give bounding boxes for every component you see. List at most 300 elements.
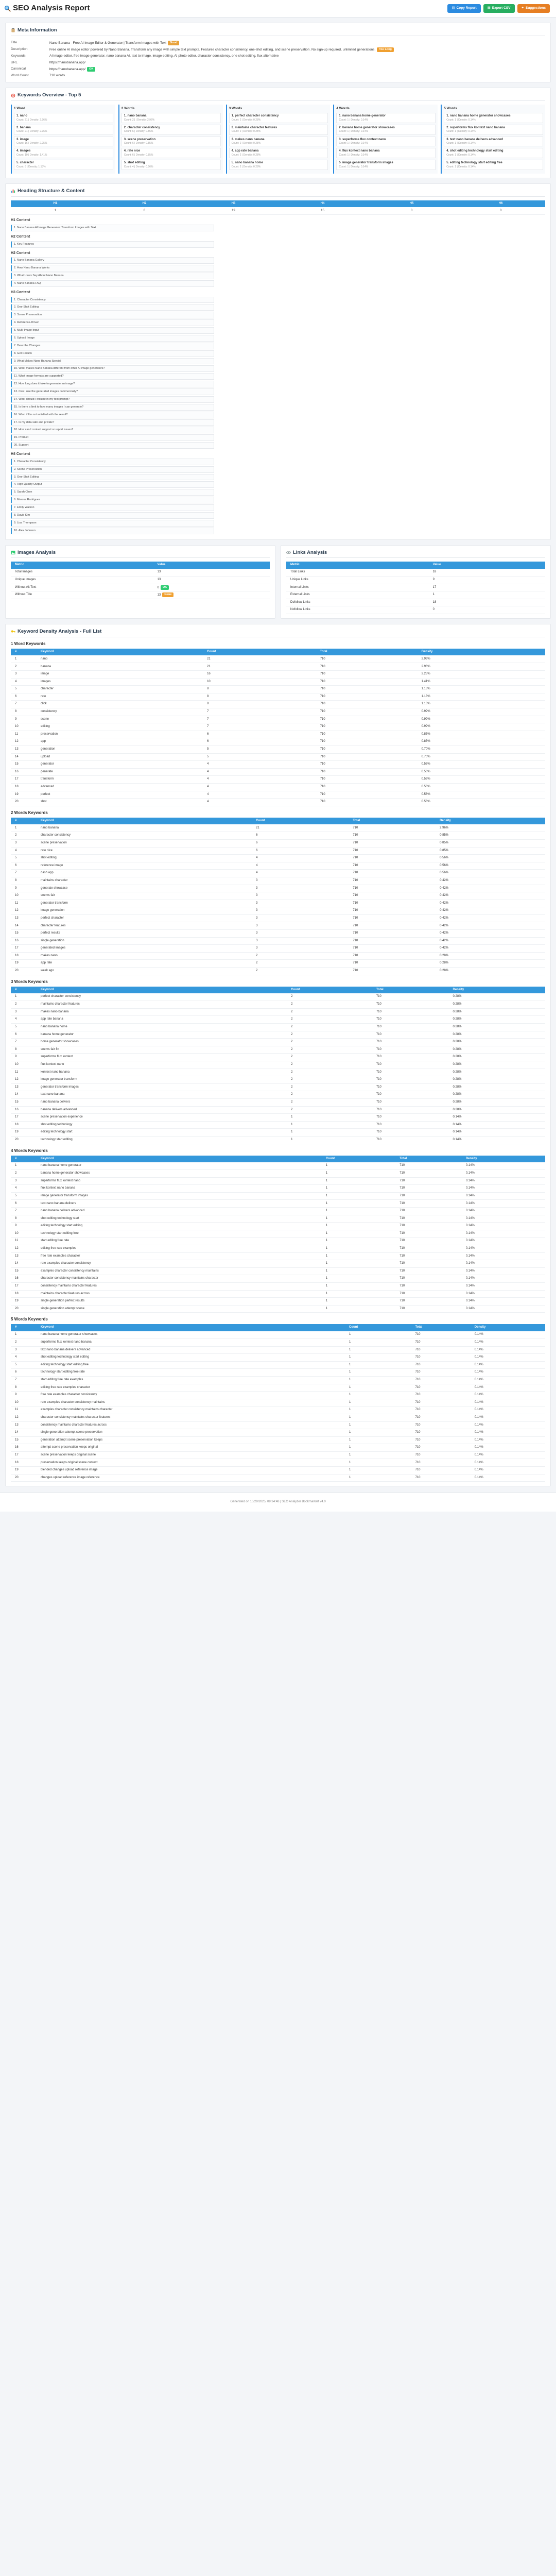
density-cell: 2 — [287, 1083, 372, 1091]
density-cell: 710 — [349, 945, 436, 953]
density-cell: single generation — [37, 937, 252, 945]
value-text: 13 — [157, 578, 161, 582]
density-cell: editing technology start — [37, 1129, 287, 1137]
density-column-header: Count — [287, 987, 372, 994]
density-cell: 0.14% — [471, 1429, 545, 1437]
heading-item: 4. High-Quality Output — [11, 481, 214, 488]
density-cell: 710 — [316, 761, 418, 769]
density-cell: dash app — [37, 870, 252, 877]
density-cell: 6 — [11, 1031, 37, 1039]
density-cell: makes nano banana — [37, 1008, 287, 1016]
density-column-header: Total — [316, 649, 418, 656]
meta-value-text: Nano Banana - Free AI Image Editor & Generator | Transform Images with Text — [49, 41, 167, 45]
keyword-card-stats: Count: 4 | Density: 0.56% — [124, 165, 153, 168]
density-cell: 0.28% — [449, 1076, 546, 1084]
density-column-header: Count — [252, 818, 349, 825]
density-cell: 1 — [345, 1436, 411, 1444]
table-row — [11, 1031, 545, 1039]
density-cell: 710 — [349, 839, 436, 847]
heading-level-header: H6 — [456, 200, 545, 208]
image-icon — [11, 550, 15, 555]
density-cell: superforms flux kontext — [37, 1054, 287, 1061]
clipboard-icon: ▤ — [451, 6, 455, 10]
density-cell: 5 — [11, 1361, 37, 1369]
suggestions-button[interactable] — [517, 4, 550, 12]
density-cell: 0.85% — [436, 839, 545, 847]
density-cell: 15 — [11, 930, 37, 938]
density-column-header: Keyword — [37, 818, 252, 825]
keyword-card-title: 2. character consistency — [124, 126, 160, 129]
density-cell: 15 — [11, 1098, 37, 1106]
links-metric-header: Metric — [286, 562, 429, 569]
density-cell: editing technology start editing free — [37, 1361, 345, 1369]
table-row — [11, 1185, 545, 1193]
density-cell: 20 — [11, 1474, 37, 1482]
density-column-header: Density — [449, 987, 546, 994]
density-cell: 0.14% — [462, 1283, 545, 1291]
value-text: 18 — [432, 570, 437, 574]
density-cell: 19 — [11, 791, 37, 799]
keyword-card-title: 3. image — [16, 138, 29, 141]
density-cell: banana delivers advanced — [37, 1106, 287, 1114]
density-cell: 1 — [322, 1252, 395, 1260]
density-cell: 710 — [349, 914, 436, 922]
heading-level-header: H2 — [100, 200, 189, 208]
images-heading — [11, 550, 270, 558]
brand — [4, 4, 90, 13]
density-cell: 10 — [203, 678, 316, 686]
density-heading — [11, 629, 545, 637]
density-cell: 710 — [411, 1436, 471, 1444]
density-cell: 710 — [316, 723, 418, 731]
density-cell: 0.14% — [471, 1331, 545, 1339]
metric-cell: Dofollow Links — [286, 599, 429, 606]
density-cell: 710 — [411, 1467, 471, 1475]
density-cell: 710 — [316, 708, 418, 716]
table-row — [11, 768, 545, 776]
links-heading — [286, 550, 545, 558]
density-cell: 710 — [411, 1376, 471, 1384]
density-cell: 0.14% — [462, 1162, 545, 1170]
density-cell: 0.85% — [436, 832, 545, 840]
density-cell: 710 — [395, 1267, 462, 1275]
keyword-card-stats: Count: 2 | Density: 0.28% — [231, 130, 261, 133]
density-cell: 1 — [322, 1192, 395, 1200]
table-row — [11, 1376, 545, 1384]
density-cell: 12 — [11, 1245, 37, 1253]
density-cell: perfect character consistency — [37, 993, 287, 1001]
meta-value — [49, 67, 545, 72]
density-cell: 6 — [11, 693, 37, 701]
density-cell: 710 — [372, 1076, 449, 1084]
density-cell: 4 — [252, 862, 349, 870]
density-cell: 0.14% — [462, 1170, 545, 1178]
table-row — [11, 870, 545, 877]
metric-cell: Total Links — [286, 569, 429, 577]
density-cell: 7 — [203, 708, 316, 716]
heading-item: 19. Product — [11, 434, 214, 441]
density-cell: single generation perfect results — [37, 1298, 322, 1306]
density-cell: 710 — [411, 1421, 471, 1429]
density-cell: 5 — [11, 1192, 37, 1200]
density-cell: 5 — [203, 746, 316, 754]
density-cell: 1.41% — [418, 678, 545, 686]
density-cell: 0.56% — [418, 776, 545, 784]
table-row — [11, 1024, 545, 1031]
density-cell: 6 — [252, 847, 349, 855]
bar-chart-icon — [11, 189, 15, 193]
density-cell: nano — [37, 655, 203, 663]
density-cell: banana — [37, 663, 203, 671]
table-row — [11, 847, 545, 855]
images-table — [11, 562, 270, 599]
density-cell: text nano banana delivers advanced — [37, 1346, 345, 1354]
table-row — [11, 1451, 545, 1459]
meta-row — [11, 60, 545, 66]
density-cell: 0.14% — [471, 1384, 545, 1392]
table-row — [11, 1298, 545, 1306]
export-csv-button[interactable] — [483, 4, 515, 12]
keyword-card-title: 3. superforms flux context nano — [339, 138, 386, 141]
density-cell: 710 — [316, 731, 418, 738]
density-cell: 4 — [203, 768, 316, 776]
density-cell: 710 — [395, 1192, 462, 1200]
keyword-card-stats: Count: 21 | Density: 2.96% — [124, 118, 155, 122]
keyword-card-title: 5. nano banana home — [231, 161, 263, 165]
density-cell: 1 — [322, 1238, 395, 1245]
density-cell: 1 — [322, 1230, 395, 1238]
heading-item: 5. Multi-Image Input — [11, 327, 214, 334]
density-cell: 9 — [11, 1392, 37, 1399]
density-cell: 0.99% — [418, 723, 545, 731]
meta-row — [11, 40, 545, 46]
density-column-header: Density — [471, 1324, 545, 1331]
density-cell: consistency — [37, 708, 203, 716]
links-heading-text: Links Analysis — [293, 549, 327, 555]
density-table — [11, 1324, 545, 1482]
heading-item: 7. Emily Watson — [11, 504, 214, 511]
density-cell: 0.14% — [471, 1406, 545, 1414]
density-cell: 0.14% — [462, 1185, 545, 1193]
meta-label: Description — [11, 47, 28, 52]
keyword-column — [226, 105, 331, 174]
density-cell: 21 — [252, 824, 349, 832]
density-cell: 710 — [395, 1275, 462, 1283]
density-cell: 710 — [372, 1098, 449, 1106]
density-column-header: Count — [345, 1324, 411, 1331]
table-row — [286, 577, 545, 584]
density-cell: 5 — [11, 855, 37, 862]
metric-cell: Without Title — [11, 591, 153, 599]
density-cell: rate examples character consistency — [37, 1260, 322, 1268]
keyword-card-title: 1. nano banana home generator — [339, 114, 386, 118]
density-cell: text nano banana — [37, 1091, 287, 1099]
density-cell: 2 — [287, 1039, 372, 1046]
density-cell: character consistency — [37, 832, 252, 840]
density-cell: 8 — [203, 701, 316, 708]
density-column-header: Keyword — [37, 1156, 322, 1163]
keyword-card-title: 3. text nano banana delivers advanced — [446, 138, 503, 141]
density-cell: scene — [37, 716, 203, 723]
keyword-card — [14, 148, 113, 158]
meta-value-text: Free online AI image editor powered by Nano Banana. Transform any image with simple text prompts. Features character consistency, one-shot editing, and scene preservation. No sign-up required, unlimited generations. — [49, 48, 376, 52]
density-cell: reference image — [37, 862, 252, 870]
heading-group-title: H2 Content — [11, 234, 30, 239]
density-cell: 1 — [322, 1200, 395, 1208]
links-section — [281, 545, 551, 619]
density-cell: images — [37, 678, 203, 686]
density-cell: 710 — [372, 1016, 449, 1024]
density-cell: 710 — [316, 686, 418, 693]
bulb-icon: ✦ — [521, 6, 524, 10]
density-cell: 710 — [395, 1238, 462, 1245]
table-row — [11, 914, 545, 922]
density-cell: 2 — [287, 993, 372, 1001]
table-row — [11, 738, 545, 746]
table-row — [11, 960, 545, 968]
density-cell: 710 — [372, 1061, 449, 1069]
table-row — [11, 761, 545, 769]
density-cell: 18 — [11, 952, 37, 960]
density-column-header: Count — [203, 649, 316, 656]
density-cell: 710 — [316, 783, 418, 791]
heading-item: 1. Nano Banana Gallery — [11, 257, 214, 264]
density-cell: 19 — [11, 1129, 37, 1137]
density-cell: 18 — [11, 1290, 37, 1298]
density-cell: examples character consistency maintains — [37, 1267, 322, 1275]
heading-item: 8. David Kim — [11, 512, 214, 519]
value-cell — [429, 577, 545, 584]
density-column-header: Count — [322, 1156, 395, 1163]
density-cell: technology start editing — [37, 1136, 287, 1144]
density-cell: 2 — [287, 1031, 372, 1039]
density-cell: 20 — [11, 968, 37, 975]
keyword-card-title: 1. nano banana — [124, 114, 147, 118]
density-column-header: Total — [411, 1324, 471, 1331]
density-cell: 3 — [252, 892, 349, 900]
images-metric-header: Metric — [11, 562, 153, 569]
density-cell: 16 — [11, 1106, 37, 1114]
density-cell: 3 — [252, 930, 349, 938]
keyword-card-stats: Count: 2 | Density: 0.28% — [231, 118, 261, 122]
table-row — [11, 1245, 545, 1253]
keyword-card — [121, 160, 221, 170]
table-row — [11, 907, 545, 915]
table-row — [11, 655, 545, 663]
table-row — [11, 1162, 545, 1170]
heading-item: 4. Nano Banana FAQ — [11, 280, 214, 287]
density-cell: 710 — [372, 1054, 449, 1061]
density-cell: 6 — [11, 862, 37, 870]
table-row — [11, 708, 545, 716]
density-cell: 710 — [349, 824, 436, 832]
density-cell: 6 — [252, 839, 349, 847]
density-cell: 1 — [322, 1283, 395, 1291]
keyword-card-stats: Count: 10 | Density: 1.41% — [16, 153, 47, 157]
heading-item: 9. Lisa Thompson — [11, 520, 214, 527]
density-cell: nano banana home generator — [37, 1162, 322, 1170]
density-column-header: Total — [395, 1156, 462, 1163]
density-cell: maintains character — [37, 877, 252, 885]
density-cell: 0.14% — [462, 1215, 545, 1223]
keyword-card-title: 4. images — [16, 149, 31, 153]
density-cell: perfect — [37, 791, 203, 799]
keyword-card — [121, 125, 221, 135]
table-row — [11, 1177, 545, 1185]
density-cell: 1 — [345, 1467, 411, 1475]
heading-item: 8. Get Results — [11, 350, 214, 357]
density-cell: 2 — [287, 1076, 372, 1084]
density-cell: 1 — [322, 1223, 395, 1230]
meta-value-text: 710 words — [49, 73, 65, 77]
keyword-card — [14, 137, 113, 147]
table-row — [11, 1230, 545, 1238]
density-cell: rate — [37, 693, 203, 701]
table-row — [11, 671, 545, 679]
keyword-card-stats: Count: 1 | Density: 0.14% — [339, 142, 368, 145]
export-csv-label: Export CSV — [492, 6, 511, 10]
density-cell: 1 — [11, 655, 37, 663]
density-cell: 1 — [345, 1376, 411, 1384]
density-cell: 10 — [11, 1061, 37, 1069]
density-cell: 0.28% — [449, 1008, 546, 1016]
density-cell: generator transform — [37, 900, 252, 907]
keyword-card-title: 4. rate nice — [124, 149, 141, 153]
density-cell: 0.28% — [436, 960, 545, 968]
density-cell: 13 — [11, 746, 37, 754]
keyword-card-stats: Count: 21 | Density: 2.96% — [16, 118, 47, 122]
copy-report-button[interactable] — [447, 4, 480, 12]
density-cell: 710 — [411, 1444, 471, 1452]
density-cell: attempt scene preservation keeps original — [37, 1444, 345, 1452]
density-cell: generate — [37, 768, 203, 776]
density-cell: 1 — [11, 824, 37, 832]
density-cell: 12 — [11, 907, 37, 915]
keyword-card — [121, 113, 221, 123]
density-cell: 0.28% — [449, 993, 546, 1001]
density-cell: 710 — [349, 937, 436, 945]
density-cell: 2 — [287, 1046, 372, 1054]
table-row — [11, 855, 545, 862]
density-cell: 18 — [11, 1121, 37, 1129]
density-cell: 710 — [411, 1474, 471, 1482]
keyword-card-stats: Count: 1 | Density: 0.14% — [446, 118, 476, 122]
density-cell: 7 — [11, 1376, 37, 1384]
table-row — [11, 1338, 545, 1346]
heading-item: 11. What image formats are supported? — [11, 373, 214, 380]
density-column-header: Keyword — [37, 649, 203, 656]
keyword-card — [14, 125, 113, 135]
density-cell: 0.14% — [462, 1230, 545, 1238]
density-cell: 0.14% — [471, 1474, 545, 1482]
magnifier-icon — [4, 5, 11, 12]
density-cell: 710 — [316, 791, 418, 799]
value-cell — [429, 584, 545, 591]
table-row — [11, 1136, 545, 1144]
keyword-card — [229, 137, 328, 147]
heading-structure-section — [5, 183, 551, 540]
status-badge: Good — [168, 41, 179, 45]
table-row — [11, 1223, 545, 1230]
density-cell: 710 — [349, 832, 436, 840]
density-cell: 14 — [11, 1429, 37, 1437]
density-cell: 17 — [11, 1451, 37, 1459]
table-row — [11, 753, 545, 761]
table-row — [11, 1474, 545, 1482]
density-cell: 2.96% — [418, 663, 545, 671]
table-row — [11, 783, 545, 791]
density-cell: 710 — [372, 1001, 449, 1009]
heading-item: 1. Key Features — [11, 241, 214, 248]
density-cell: 2 — [287, 1091, 372, 1099]
density-cell: 1 — [345, 1444, 411, 1452]
density-cell: 2 — [287, 1106, 372, 1114]
density-cell: 2 — [287, 1098, 372, 1106]
density-cell: 710 — [395, 1245, 462, 1253]
density-cell: 1 — [11, 1331, 37, 1339]
table-row — [11, 1001, 545, 1009]
table-row — [11, 1305, 545, 1313]
density-cell: 9 — [11, 1054, 37, 1061]
heading-item: 16. What if I'm not satisfied with the result? — [11, 412, 214, 418]
density-cell: blended changes upload reference image — [37, 1467, 345, 1475]
table-row — [11, 799, 545, 806]
table-row — [11, 1384, 545, 1392]
heading-item: 20. Support — [11, 442, 214, 449]
value-text: 9 — [432, 578, 435, 582]
density-cell: 8 — [11, 1046, 37, 1054]
density-cell: 2 — [287, 1008, 372, 1016]
density-cell: 1 — [322, 1260, 395, 1268]
density-cell: 1 — [345, 1384, 411, 1392]
density-cell: 0.14% — [471, 1421, 545, 1429]
links-table — [286, 562, 545, 614]
density-cell: 15 — [11, 1267, 37, 1275]
value-cell — [429, 606, 545, 614]
keyword-card — [444, 113, 543, 123]
keyword-column — [118, 105, 223, 174]
metric-cell: Without Alt Text — [11, 584, 153, 591]
density-cell: shot editing technology start editing — [37, 1354, 345, 1362]
heading-item: 3. One-Shot Editing — [11, 474, 214, 481]
meta-label: URL — [11, 60, 18, 64]
density-cell: 710 — [349, 885, 436, 892]
density-cell: 0.56% — [418, 768, 545, 776]
density-cell: 0.42% — [436, 907, 545, 915]
density-cell: 0.56% — [436, 862, 545, 870]
density-cell: 16 — [11, 1444, 37, 1452]
density-cell: 11 — [11, 731, 37, 738]
density-cell: 710 — [411, 1392, 471, 1399]
density-cell: 710 — [349, 968, 436, 975]
density-column-header: # — [11, 649, 37, 656]
density-cell: kontext nano banana — [37, 1069, 287, 1076]
density-cell: 3 — [11, 1177, 37, 1185]
density-cell: 0.42% — [436, 877, 545, 885]
density-cell: 4 — [203, 776, 316, 784]
heading-item: 2. How Nano Banana Works — [11, 265, 214, 272]
keyword-card-stats: Count: 1 | Density: 0.14% — [446, 165, 476, 168]
table-row — [286, 569, 545, 577]
heading-group-title: H2 Content — [11, 251, 30, 255]
table-row — [11, 1061, 545, 1069]
density-cell: 2 — [287, 1069, 372, 1076]
keyword-card — [444, 137, 543, 147]
density-cell: 710 — [411, 1406, 471, 1414]
density-cell: 0.28% — [449, 1001, 546, 1009]
density-cell: 710 — [395, 1223, 462, 1230]
keyword-column — [11, 105, 115, 174]
